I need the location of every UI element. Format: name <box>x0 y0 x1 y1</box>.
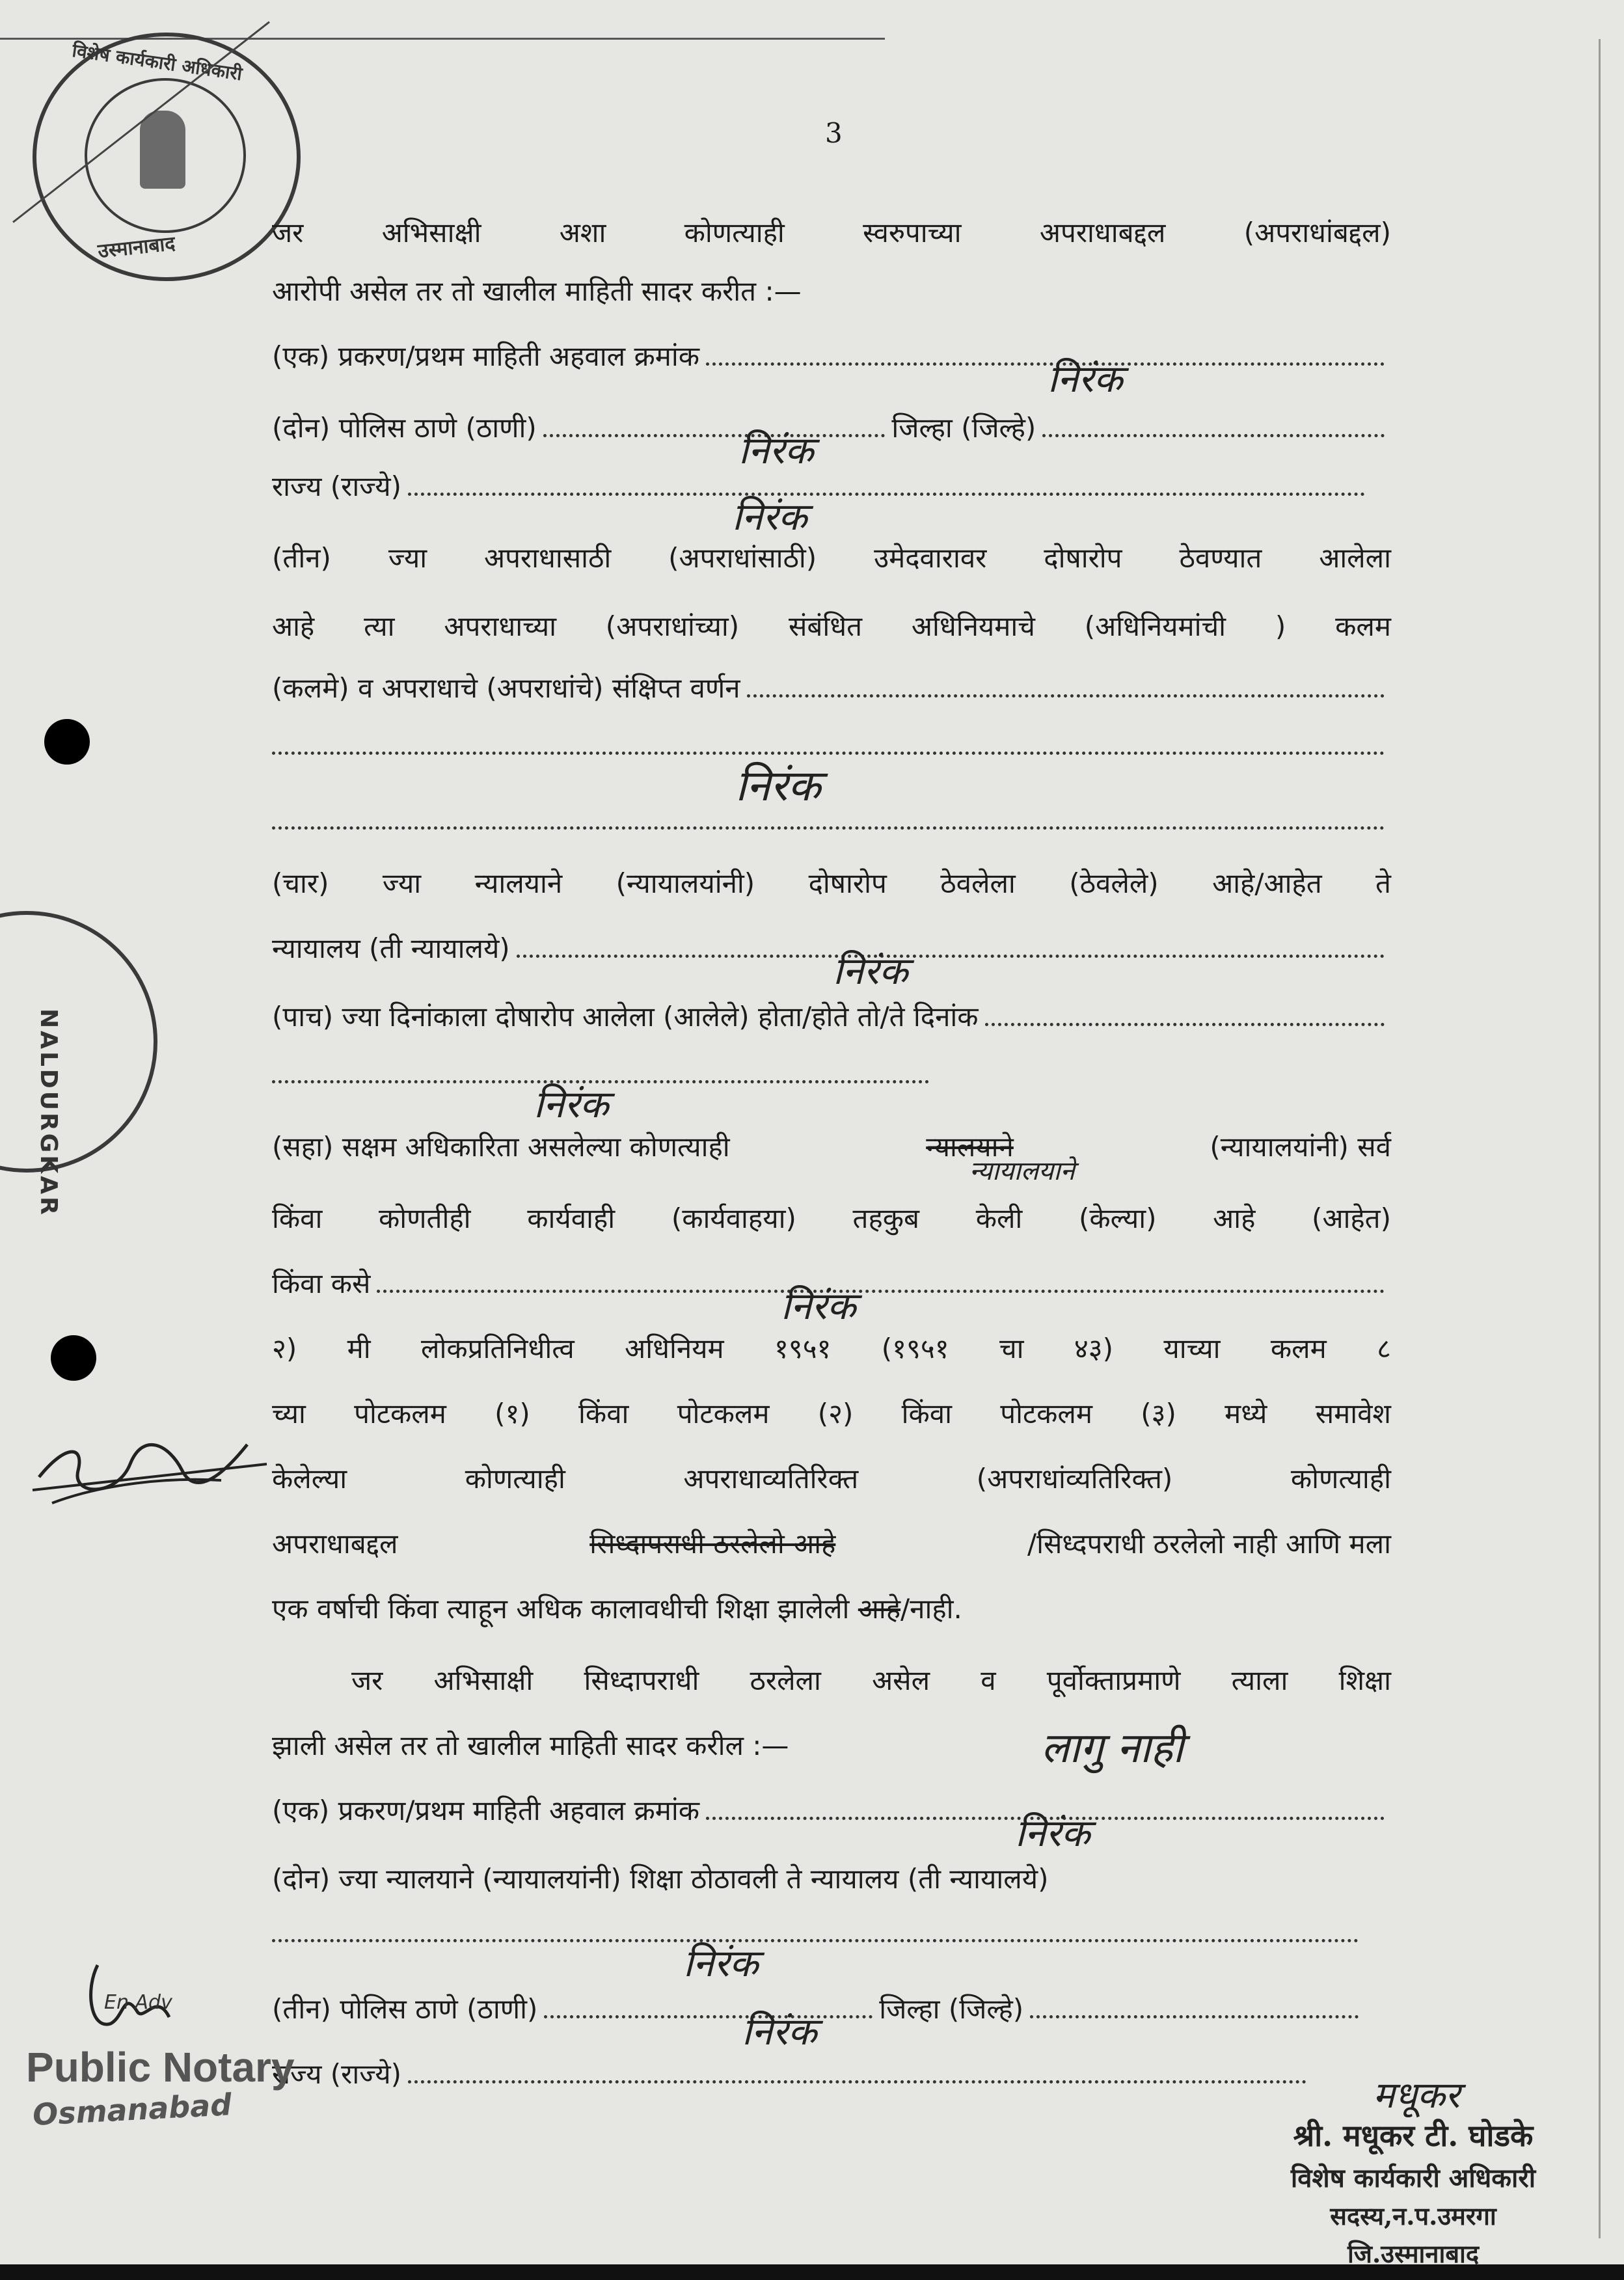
para1-item-saha-2: किंवा कोणतीही कार्यवाही (कार्यवाहया) तहकुब केली (केल्या) आहे (आहेत) <box>272 1202 1391 1234</box>
item-saha-label: (सहा) सक्षम अधिकारिता असलेल्या कोणत्याही <box>272 1131 730 1163</box>
handwritten-lagu-nahi: लागु नाही <box>1041 1724 1184 1772</box>
para3-item-ek <box>272 1793 1391 1829</box>
item-saha-end: (न्यायालयांनी) सर्व <box>1210 1131 1391 1163</box>
para2-line5-start: एक वर्षाची किंवा त्याहून अधिक कालावधीची शिक्षा झालेली <box>272 1593 850 1625</box>
para1-item-char-2 <box>272 930 1391 967</box>
notary-initials: En Adv <box>104 1991 172 2014</box>
handwritten-nirank: निरंक <box>735 761 821 811</box>
fill-line <box>543 421 886 437</box>
handwritten-nirank: निरंक <box>1048 357 1123 401</box>
officer-member: सदस्य,न.प.उमरगा <box>1330 2201 1496 2231</box>
notary-title: Public Notary <box>26 2044 295 2091</box>
blank-line <box>272 813 1391 830</box>
naldurgkar-text: NALDURGKAR <box>35 1009 62 1217</box>
struck-phrase: सिध्दापराधी ठरलेलो आहे <box>589 1528 836 1560</box>
item-ek-label: (एक) प्रकरण/प्रथम माहिती अहवाल क्रमांक <box>272 340 699 372</box>
para1-line1: जर अभिसाक्षी अशा कोणत्याही स्वरुपाच्या अपराधाबद्दल (अपराधांबद्दल) <box>272 217 1391 249</box>
handwritten-nirank: निरंक <box>1015 1811 1090 1855</box>
struck-word: न्यालयाने <box>926 1131 1014 1163</box>
rajya-label: राज्य (राज्ये) <box>272 2058 402 2090</box>
item-teen-label: (तीन) पोलिस ठाणे (ठाणी) <box>272 1993 538 2025</box>
item-teen-3-label: (कलमे) व अपराधाचे (अपराधांचे) संक्षिप्त वर्णन <box>272 672 740 704</box>
para2-line3: केलेल्या कोणत्याही अपराधाव्यतिरिक्त (अपराधांव्यतिरिक्त) कोणत्याही <box>272 1463 1391 1495</box>
para3-rajya <box>272 2056 1313 2093</box>
item-pach-label: (पाच) ज्या दिनांकाला दोषारोप आलेला (आलेले) होता/होते तो/ते दिनांक <box>272 1001 979 1033</box>
fill-line <box>408 2067 1306 2083</box>
punch-hole <box>51 1335 96 1381</box>
handwritten-nirank: निरंक <box>732 495 807 539</box>
para2-line4-end: /सिध्दपराधी ठरलेलो नाही आणि मला <box>1027 1528 1391 1560</box>
struck-word: आहे <box>858 1593 901 1625</box>
para1-item-ek <box>272 338 1391 375</box>
handwritten-nirank: निरंक <box>683 1941 759 1985</box>
rajya-label: राज्य (राज्ये) <box>272 470 402 502</box>
fill-line <box>544 2002 873 2018</box>
punch-hole <box>44 719 90 765</box>
item-don-label: (दोन) पोलिस ठाणे (ठाणी) <box>272 412 537 444</box>
item-saha-3-label: किंवा कसे <box>272 1268 371 1299</box>
fill-line <box>985 1010 1385 1026</box>
blank-line <box>272 739 1391 755</box>
para1-line2: आरोपी असेल तर तो खालील माहिती सादर करीत :— <box>272 275 802 307</box>
naldurgkar-stamp <box>0 911 156 1217</box>
para1-item-teen-2: आहे त्या अपराधाच्या (अपराधांच्या) संबंधित अधिनियमाचे (अधिनियमांची ) कलम <box>272 610 1391 642</box>
handwritten-nirank: निरंक <box>742 2009 817 2054</box>
district-label: जिल्हा (जिल्हे) <box>879 1993 1024 2025</box>
handwritten-nirank: निरंक <box>781 1284 856 1328</box>
officer-district: जि.उस्मानाबाद <box>1347 2239 1480 2268</box>
para2-line4 <box>272 1526 1391 1562</box>
fill-line <box>747 681 1385 698</box>
executive-officer-seal <box>20 26 306 286</box>
fill-line <box>377 1277 1385 1293</box>
handwritten-nirank: निरंक <box>738 428 814 472</box>
notary-stamp <box>26 1952 306 2134</box>
seal-bottom-text: उस्मानाबाद <box>96 232 176 264</box>
fill-line <box>1042 421 1385 437</box>
item-ek-label: (एक) प्रकरण/प्रथम माहिती अहवाल क्रमांक <box>272 1795 699 1826</box>
margin-signature <box>26 1418 273 1510</box>
handwritten-nirank: निरंक <box>534 1082 609 1126</box>
para3-item-teen <box>272 1991 1365 2028</box>
district-label: जिल्हा (जिल्हे) <box>891 412 1036 444</box>
blank-line <box>272 1926 1365 1942</box>
fill-line <box>1030 2002 1359 2018</box>
para1-item-teen-1: (तीन) ज्या अपराधासाठी (अपराधांसाठी) उमेदवारावर दोषारोप ठेवण्यात आलेला <box>272 542 1391 574</box>
para1-item-teen-3 <box>272 670 1391 707</box>
page-right-edge <box>1599 39 1601 2238</box>
notary-place: Osmanabad <box>31 2087 233 2132</box>
para3-line1: जर अभिसाक्षी सिध्दापराधी ठरलेला असेल व पूर्वोक्ताप्रमाणे त्याला शिक्षा <box>351 1664 1391 1696</box>
handwritten-correction: न्यायालयाने <box>969 1156 1075 1186</box>
page-number: 3 <box>825 117 843 149</box>
para2-line1: २) मी लोकप्रतिनिधीत्व अधिनियम १९५१ (१९५१ चा ४३) याच्या कलम ८ <box>272 1333 1391 1364</box>
fill-line <box>706 349 1385 366</box>
para2-line2: च्या पोटकलम (१) किंवा पोटकलम (२) किंवा पोटकलम (३) मध्ये समावेश <box>272 1398 1391 1430</box>
fill-line <box>517 942 1385 958</box>
emblem-icon <box>140 111 185 189</box>
signature-block <box>1231 2115 1595 2270</box>
officer-name: श्री. मधूकर टी. घोडके <box>1293 2118 1534 2153</box>
handwritten-signature: मधूकर <box>1373 2074 1460 2117</box>
item-char-2-label: न्यायालय (ती न्यायालये) <box>272 932 510 964</box>
para1-rajya <box>272 468 1372 505</box>
para2-line5-end: /नाही. <box>900 1593 962 1625</box>
para1-item-pach <box>272 999 1391 1035</box>
para1-item-don <box>272 410 1391 446</box>
para2-line4-start: अपराधाबद्दल <box>272 1528 398 1560</box>
seal-top-text: विशेष कार्यकारी अधिकारी <box>70 39 244 85</box>
handwritten-nirank: निरंक <box>833 949 908 993</box>
para1-item-char-1: (चार) ज्या न्यालयाने (न्यायालयांनी) दोषारोप ठेवलेला (ठेवलेले) आहे/आहेत ते <box>272 867 1391 899</box>
para3-line2: झाली असेल तर तो खालील माहिती सादर करील :— <box>272 1730 789 1761</box>
para1-item-saha-1 <box>272 1129 1391 1165</box>
fill-line <box>408 480 1365 496</box>
officer-title: विशेष कार्यकारी अधिकारी <box>1290 2163 1536 2193</box>
para2-line5 <box>272 1591 1391 1627</box>
para3-item-don: (दोन) ज्या न्यालयाने (न्यायालयांनी) शिक्षा ठोठावली ते न्यायालय (ती न्यायालये) <box>272 1863 1049 1895</box>
